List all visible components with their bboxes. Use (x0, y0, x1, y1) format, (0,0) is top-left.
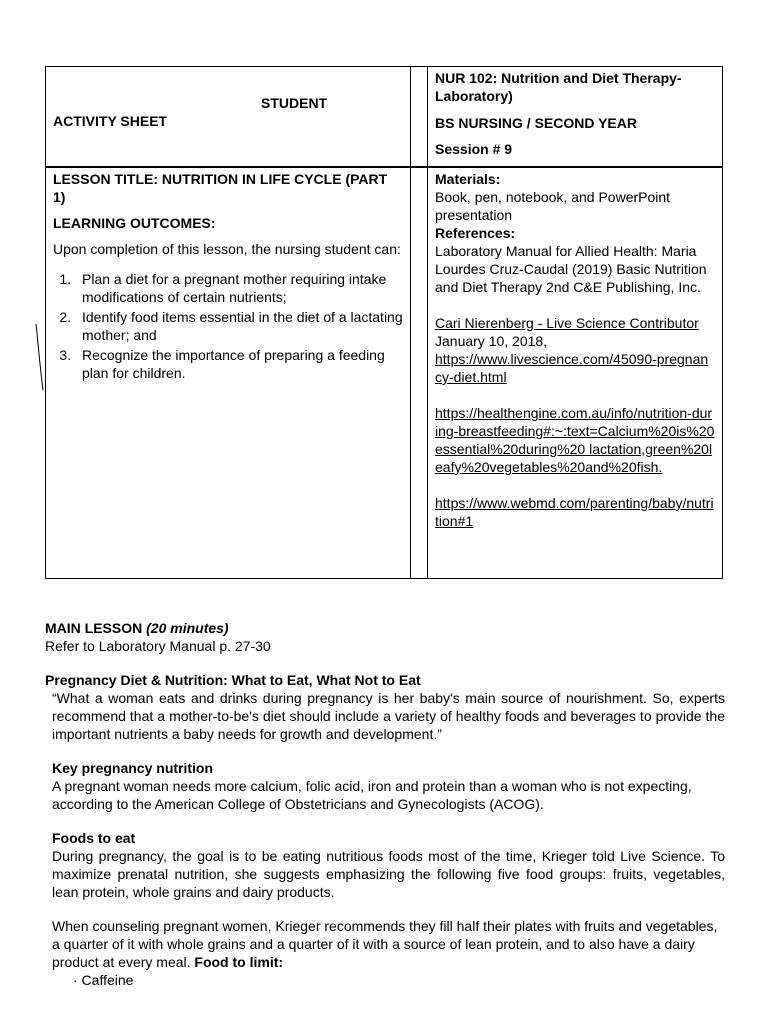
reference-livescience: Cari Nierenberg - Live Science Contributor January 10, 2018, (435, 315, 699, 349)
foods-to-eat-text: During pregnancy, the goal is to be eating nutritious foods most of the time, Krieger told Live Science. To maximize prenatal nutrition, she suggests emphasizing the following five food groups: fruits, vegetables, lean protein, whole grains and dairy products. (52, 848, 725, 900)
outcome-item: 3. Recognize the importance of preparing a feeding plan for children. (75, 346, 403, 382)
program-label: BS NURSING / SECOND YEAR (435, 115, 637, 131)
livescience-link[interactable]: https://www.livescience.com/45090-pregnancy-diet.html (435, 351, 709, 385)
session-label: Session # 9 (435, 141, 513, 157)
lesson-cell (46, 167, 411, 579)
counseling-text: When counseling pregnant women, Krieger recommends they fill half their plates with fruits and vegetables, a quarter of it with whole grains and a quarter of it with a source of lean protein, and to also have a dairy product at every meal. Food to limit: (52, 918, 718, 970)
resources-cell (428, 167, 723, 579)
learning-outcomes-heading: LEARNING OUTCOMES: (53, 215, 216, 231)
key-nutrition-heading: Key pregnancy nutrition (52, 760, 214, 776)
article-title: Pregnancy Diet & Nutrition: What to Eat, What Not to Eat (45, 672, 421, 688)
divider-cell (411, 67, 428, 168)
materials-text: Book, pen, notebook, and PowerPoint presentation (435, 189, 671, 223)
lesson-intro: Upon completion of this lesson, the nursing student can: (53, 241, 401, 257)
webmd-link[interactable]: https://www.webmd.com/parenting/baby/nutrition#1 (435, 495, 714, 529)
course-title: NUR 102: Nutrition and Diet Therapy- Laboratory) (435, 70, 682, 104)
key-nutrition-text: A pregnant woman needs more calcium, folic acid, iron and protein than a woman who is not expecting, according to the American College of Obstetricians and Gynecologists (ACOG). (52, 778, 692, 812)
reference-manual: Laboratory Manual for Allied Health: Maria Lourdes Cruz-Caudal (2019) Basic Nutrition and Diet Therapy 2nd C&E Publishing, Inc. (435, 243, 707, 295)
materials-heading: Materials: (435, 171, 501, 187)
food-to-limit-heading: Food to limit: (194, 954, 284, 970)
outcomes-list (53, 270, 403, 382)
healthengine-link[interactable]: https://healthengine.com.au/info/nutrition-during-breastfeeding#:~:text=Calcium%20is%20 essential%20during%20 lactation,green%20leafy%20vegetables%20and%20fish. (435, 405, 715, 475)
activity-sheet-header-table (45, 66, 723, 579)
student-label: STUDENT (261, 95, 328, 111)
main-lesson-section (45, 619, 725, 989)
title-cell (46, 67, 411, 168)
refer-text: Refer to Laboratory Manual p. 27-30 (45, 638, 271, 654)
article-quote: “What a woman eats and drinks during pregnancy is her baby's main source of nourishment. So, experts recommend that a mother-to-be's diet should include a variety of healthy foods and beverages to provide the important nutrients a baby needs for growth and development.” (52, 690, 725, 742)
outcome-item: 2. Identify food items essential in the diet of a lactating mother; and (75, 308, 403, 344)
caffeine-item: · Caffeine (73, 972, 134, 988)
outcome-item: 1. Plan a diet for a pregnant mother requiring intake modifications of certain nutrients; (75, 270, 403, 306)
lesson-title: LESSON TITLE: NUTRITION IN LIFE CYCLE (PART 1) (53, 171, 388, 205)
divider-cell (411, 167, 428, 579)
activity-sheet-label: ACTIVITY SHEET (53, 113, 168, 129)
reference-author-link[interactable]: Cari Nierenberg - Live Science Contributor (435, 315, 699, 331)
foods-to-eat-heading: Foods to eat (52, 830, 136, 846)
course-cell (428, 67, 723, 168)
margin-pen-mark (33, 322, 47, 392)
references-heading: References: (435, 225, 516, 241)
main-lesson-heading: MAIN LESSON (20 minutes) (45, 620, 229, 636)
